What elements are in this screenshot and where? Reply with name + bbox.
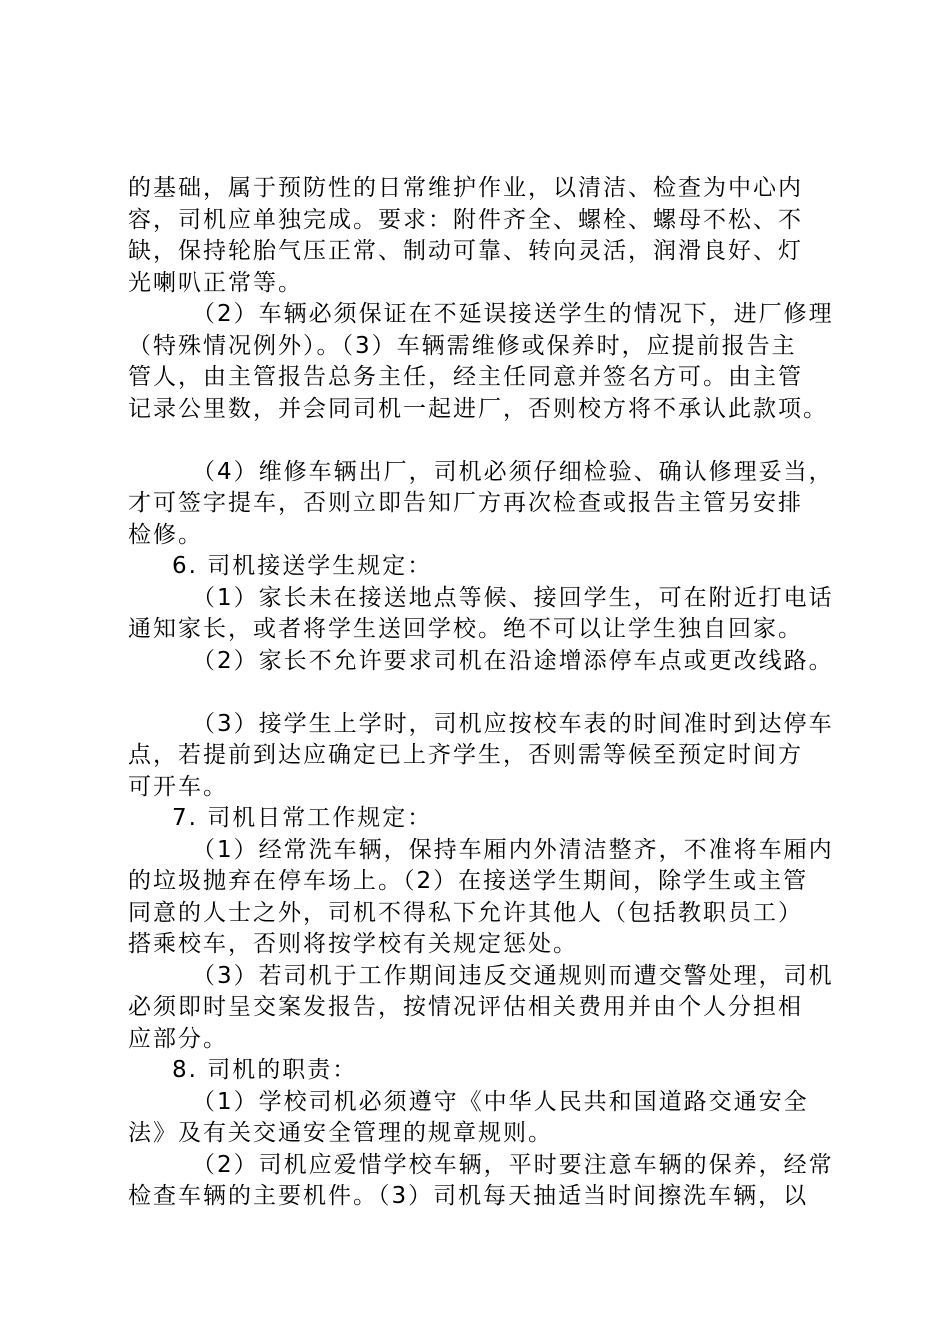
document-body xyxy=(128,173,833,1213)
paragraph-line: （特殊情况例外）。（3）车辆需维修或保养时，应提前报告主 xyxy=(128,332,797,359)
paragraph-line: 的垃圾抛弃在停车场上。（2）在接送学生期间，除学生或主管 xyxy=(128,868,809,894)
paragraph-line: 的基础，属于预防性的日常维护作业，以清洁、检查为中心内 xyxy=(128,175,803,201)
paragraph-line: （3）若司机于工作期间违反交通规则而遭交警处理，司机 xyxy=(192,962,834,989)
paragraph-line: （4）维修车辆出厂，司机必须仔细检验、确认修理妥当， xyxy=(192,458,834,485)
paragraph-line: 可开车。 xyxy=(128,773,228,800)
paragraph-gap xyxy=(128,425,833,457)
paragraph-line: 检查车辆的主要机件。（3）司机每天抽适当时间擦洗车辆，以 xyxy=(128,1183,809,1209)
paragraph-line: （2）车辆必须保证在不延误接送学生的情况下，进厂修理 xyxy=(192,301,834,327)
paragraph-line: （1）学校司机必须遵守《中华人民共和国道路交通安全 xyxy=(192,1088,809,1115)
section-heading: 8. 司机的职责： xyxy=(172,1057,358,1083)
paragraph-gap xyxy=(128,677,833,709)
paragraph-line: 才可签字提车，否则立即告知厂方再次检查或报告主管另安排 xyxy=(128,490,803,516)
paragraph-line: 通知家长，或者将学生送回学校。绝不可以让学生独自回家。 xyxy=(128,616,803,642)
paragraph-line: 光喇叭正常等。 xyxy=(128,269,303,296)
section-heading: 6. 司机接送学生规定： xyxy=(172,553,433,579)
paragraph-line: 记录公里数，并会同司机一起进厂，否则校方将不承认此款项。 xyxy=(128,395,828,422)
paragraph-line: 点，若提前到达应确定已上齐学生，否则需等候至预定时间方 xyxy=(128,742,803,768)
paragraph-line: （3）接学生上学时，司机应按校车表的时间准时到达停车 xyxy=(192,710,834,737)
section-heading: 7. 司机日常工作规定： xyxy=(172,805,433,831)
paragraph-line: 容，司机应单独完成。要求：附件齐全、螺栓、螺母不松、不 xyxy=(128,206,803,233)
paragraph-line: （1）家长未在接送地点等候、接回学生，可在附近打电话 xyxy=(192,584,834,611)
paragraph-line: 应部分。 xyxy=(128,1025,228,1052)
paragraph-line: 缺，保持轮胎气压正常、制动可靠、转向灵活，润滑良好、灯 xyxy=(128,238,803,264)
paragraph-line: 管人，由主管报告总务主任，经主任同意并签名方可。由主管 xyxy=(128,364,803,390)
paragraph-line: （1）经常洗车辆，保持车厢内外清洁整齐，不准将车厢内 xyxy=(192,836,834,863)
paragraph-line: 法》及有关交通安全管理的规章规则。 xyxy=(128,1120,553,1146)
paragraph-line: （2）司机应爱惜学校车辆，平时要注意车辆的保养，经常 xyxy=(192,1151,834,1178)
paragraph-line: 搭乘校车，否则将按学校有关规定惩处。 xyxy=(128,931,578,957)
paragraph-line: 检修。 xyxy=(128,521,203,548)
paragraph-line: （2）家长不允许要求司机在沿途增添停车点或更改线路。 xyxy=(192,647,834,674)
paragraph-line: 必须即时呈交案发报告，按情况评估相关费用并由个人分担相 xyxy=(128,994,803,1020)
paragraph-line: 同意的人士之外，司机不得私下允许其他人（包括教职员工） xyxy=(128,899,803,926)
